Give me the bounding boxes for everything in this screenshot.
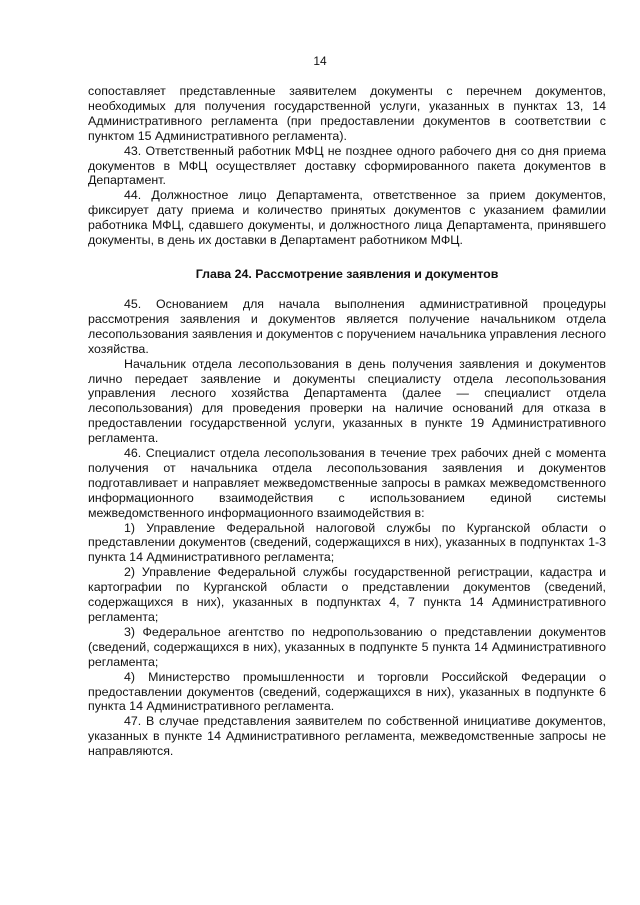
paragraph-46: 46. Специалист отдела лесопользования в течение трех рабочих дней с момента получения от начальника отдела лесопользования заявления и документов подготавливает и направляет межведомственные запросы в рамках межведомственного информационного взаимодействия с использованием единой системы межведомственного информационного взаимодействия в: xyxy=(88,446,606,520)
paragraph-45-continued: Начальник отдела лесопользования в день получения заявления и документов лично передает заявление и документы специалисту отдела лесопользования управления лесного хозяйства Департамента (далее — специалист отдела лесопользования) для проведения проверки на наличие оснований для отказа в предоставлении государственной услуги, указанных в пункте 19 Административного регламента. xyxy=(88,356,606,446)
chapter-heading: Глава 24. Рассмотрение заявления и документов xyxy=(195,266,499,281)
paragraph-44: 44. Должностное лицо Департамента, ответственное за прием документов, фиксирует дату приема и количество принятых документов с указанием фамилии работника МФЦ, сдавшего документы, и должностного лица Департамента, принявшего документы, в день их доставки в Департамент работником МФЦ. xyxy=(88,188,606,248)
paragraph-45: 45. Основанием для начала выполнения административной процедуры рассмотрения заявления и документов является получение начальником отдела лесопользования заявления и документов с поручением начальника управления лесного хозяйства. xyxy=(88,296,606,356)
subitem-4: 4) Министерство промышленности и торговли Российской Федерации о предоставлении документов (сведений, содержащихся в них), указанных в подпункте 6 пункта 14 Административного регламента. xyxy=(88,669,606,714)
subitem-2: 2) Управление Федеральной службы государственной регистрации, кадастра и картографии по Курганской области о представлении документов (сведений, содержащихся в них), указанных в подпунктах 4, 7 пункта 14 Административного регламента; xyxy=(88,565,606,624)
paragraph-43: 43. Ответственный работник МФЦ не позднее одного рабочего дня со дня приема документов в МФЦ осуществляет доставку сформированного пакета документов в Департамент. xyxy=(88,143,606,188)
page-number: 14 xyxy=(313,54,327,68)
document-body xyxy=(88,84,606,759)
subitem-3: 3) Федеральное агентство по недропользованию о представлении документов (сведений, содержащихся в них), указанных в подпункте 5 пункта 14 Административного регламента; xyxy=(88,624,606,669)
subitem-1: 1) Управление Федеральной налоговой службы по Курганской области о представлении документов (сведений, содержащихся в них), указанных в подпунктах 1-3 пункта 14 Административного регламента; xyxy=(88,520,606,565)
paragraph-47: 47. В случае представления заявителем по собственной инициативе документов, указанных в пункте 14 Административного регламента, межведомственные запросы не направляются. xyxy=(88,714,606,759)
paragraph: сопоставляет представленные заявителем документы с перечнем документов, необходимых для получения государственной услуги, указанных в пунктах 13, 14 Административного регламента (при предоставлении документов в соответствии с пунктом 15 Административного регламента). xyxy=(88,84,606,143)
